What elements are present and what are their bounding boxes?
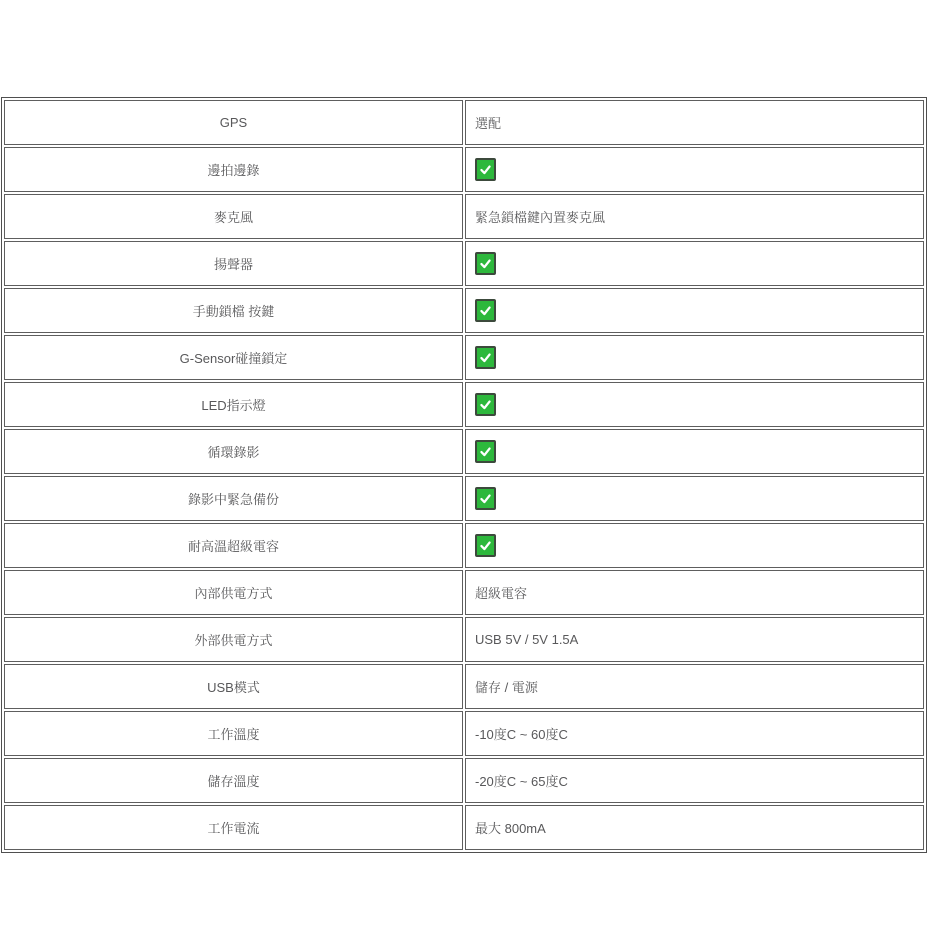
spec-label: 錄影中緊急備份 [4,476,463,521]
spec-value-text: 儲存 / 電源 [475,680,538,695]
spec-label: LED指示燈 [4,382,463,427]
table-row [4,429,924,474]
spec-value [465,617,924,662]
spec-value [465,288,924,333]
table-row [4,476,924,521]
table-row [4,194,924,239]
spec-value [465,335,924,380]
spec-label: 內部供電方式 [4,570,463,615]
checked-checkbox-icon [475,158,496,181]
spec-label: 工作溫度 [4,711,463,756]
spec-value-text: 超級電容 [475,586,528,601]
spec-label: 循環錄影 [4,429,463,474]
checked-checkbox-icon [475,440,496,463]
checked-checkbox-icon [475,252,496,275]
checked-checkbox-icon [475,299,496,322]
spec-label: 外部供電方式 [4,617,463,662]
product-spec-table [1,97,927,853]
spec-value [465,664,924,709]
table-row [4,617,924,662]
spec-value-text: USB 5V / 5V 1.5A [475,632,579,648]
table-row [4,288,924,333]
checked-checkbox-icon [475,534,496,557]
spec-value [465,570,924,615]
spec-value [465,382,924,427]
spec-label: 揚聲器 [4,241,463,286]
checked-checkbox-icon [475,393,496,416]
spec-value [465,758,924,803]
spec-label: 手動鎖檔 按鍵 [4,288,463,333]
table-row [4,335,924,380]
spec-value-text: 緊急鎖檔鍵內置麥克風 [475,210,606,225]
spec-value-text: -10度C ~ 60度C [475,727,568,742]
spec-value [465,476,924,521]
spec-label: 工作電流 [4,805,463,850]
table-row [4,570,924,615]
spec-value [465,523,924,568]
spec-value [465,711,924,756]
spec-label: 耐高溫超級電容 [4,523,463,568]
spec-value-text: 最大 800mA [475,821,546,836]
spec-value-text: 選配 [475,116,502,131]
spec-label: G-Sensor碰撞鎖定 [4,335,463,380]
checked-checkbox-icon [475,487,496,510]
spec-label: USB模式 [4,664,463,709]
spec-value [465,194,924,239]
spec-value [465,805,924,850]
spec-label: 邊拍邊錄 [4,147,463,192]
table-row [4,711,924,756]
spec-value [465,429,924,474]
spec-label: 儲存溫度 [4,758,463,803]
spec-value [465,147,924,192]
checked-checkbox-icon [475,346,496,369]
table-row [4,147,924,192]
table-row [4,805,924,850]
table-row [4,241,924,286]
spec-label: GPS [4,100,463,145]
spec-value [465,241,924,286]
table-row [4,523,924,568]
table-row [4,664,924,709]
spec-value [465,100,924,145]
spec-table-body [4,100,924,850]
spec-label: 麥克風 [4,194,463,239]
spec-value-text: -20度C ~ 65度C [475,774,568,789]
table-row [4,758,924,803]
table-row [4,382,924,427]
table-row [4,100,924,145]
